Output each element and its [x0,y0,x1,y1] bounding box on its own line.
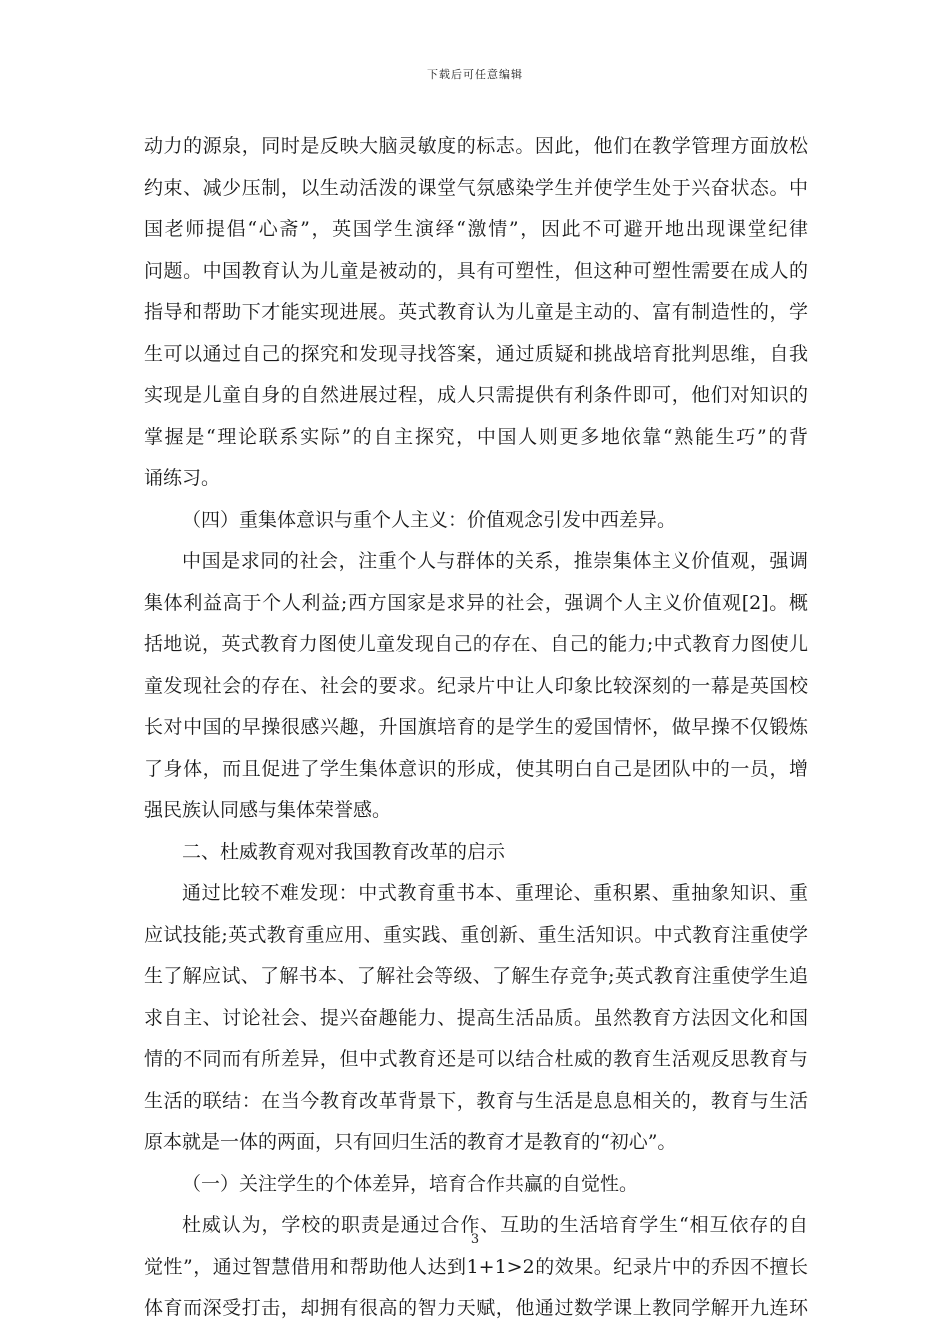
text-line: 生可以通过自己的探究和发现寻找答案，通过质疑和挑战培育批判思维，自我 [144,342,808,365]
text-line: 集体利益高于个人利益;西方国家是求异的社会，强调个人主义价值观[2]。概 [144,591,808,614]
document-body [144,126,808,1330]
text-line: 实现是儿童自身的自然进展过程，成人只需提供有利条件即可，他们对知识的 [144,384,808,406]
section-heading: （一）关注学生的个体差异，培育合作共赢的自觉性。 [182,1172,639,1195]
text-line: 觉性”，通过智慧借用和帮助他人达到1+1>2的效果。纪录片中的乔因不擅长 [144,1255,808,1278]
text-line: 生了解应试、了解书本、了解社会等级、了解生存竞争;英式教育注重使学生追 [144,965,808,987]
text-line: 杜威认为，学校的职责是通过合作、互助的生活培育学生“相互依存的自 [182,1214,808,1236]
section-heading: 二、杜威教育观对我国教育改革的启示 [182,840,506,863]
text-line: 情的不同而有所差异，但中式教育还是可以结合杜威的教育生活观反思教育与 [144,1048,808,1070]
text-line: 求自主、讨论社会、提兴奋趣能力、提高生活品质。虽然教育方法因文化和国 [144,1006,808,1029]
text-line: 诵练习。 [144,467,221,489]
text-line: 约束、减少压制，以生动活泼的课堂气氛感染学生并使学生处于兴奋状态。中 [144,176,808,199]
text-line: 童发现社会的存在、社会的要求。纪录片中让人印象比较深刻的一幕是英国校 [144,674,808,697]
text-line: 指导和帮助下才能实现进展。英式教育认为儿童是主动的、富有制造性的，学 [144,301,808,323]
text-line: 生活的联结：在当今教育改革背景下，教育与生活是息息相关的，教育与生活 [144,1089,808,1112]
text-line: 动力的源泉，同时是反映大脑灵敏度的标志。因此，他们在教学管理方面放松 [144,135,808,157]
text-line: 国老师提倡“心斋”，英国学生演绎“激情”，因此不可避开地出现课堂纪律 [144,218,808,240]
text-line: 原本就是一体的两面，只有回归生活的教育才是教育的“初心”。 [144,1131,677,1153]
text-line: 应试技能;英式教育重应用、重实践、重创新、重生活知识。中式教育注重使学 [144,923,808,946]
text-line: 强民族认同感与集体荣誉感。 [144,799,392,821]
text-line: 了身体，而且促进了学生集体意识的形成，使其明白自己是团队中的一员，增 [144,757,808,780]
text-line: 长对中国的早操很感兴趣，升国旗培育的是学生的爱国情怀，做早操不仅锻炼 [144,716,808,738]
page-header: 下载后可任意编辑 [427,68,523,81]
text-line: 体育而深受打击，却拥有很高的智力天赋，他通过数学课上教同学解开九连环 [144,1297,808,1319]
text-line: 掌握是“理论联系实际”的自主探究，中国人则更多地依靠“熟能生巧”的背 [144,425,808,448]
text-line: 问题。中国教育认为儿童是被动的，具有可塑性，但这种可塑性需要在成人的 [144,259,808,282]
section-heading: （四）重集体意识与重个人主义：价值观念引发中西差异。 [182,508,677,531]
text-line: 通过比较不难发现：中式教育重书本、重理论、重积累、重抽象知识、重 [182,882,808,904]
text-line: 中国是求同的社会，注重个人与群体的关系，推崇集体主义价值观，强调 [182,550,808,572]
text-line: 括地说，英式教育力图使儿童发现自己的存在、自己的能力;中式教育力图使儿 [144,633,808,655]
page-number: 3 [470,1232,480,1247]
